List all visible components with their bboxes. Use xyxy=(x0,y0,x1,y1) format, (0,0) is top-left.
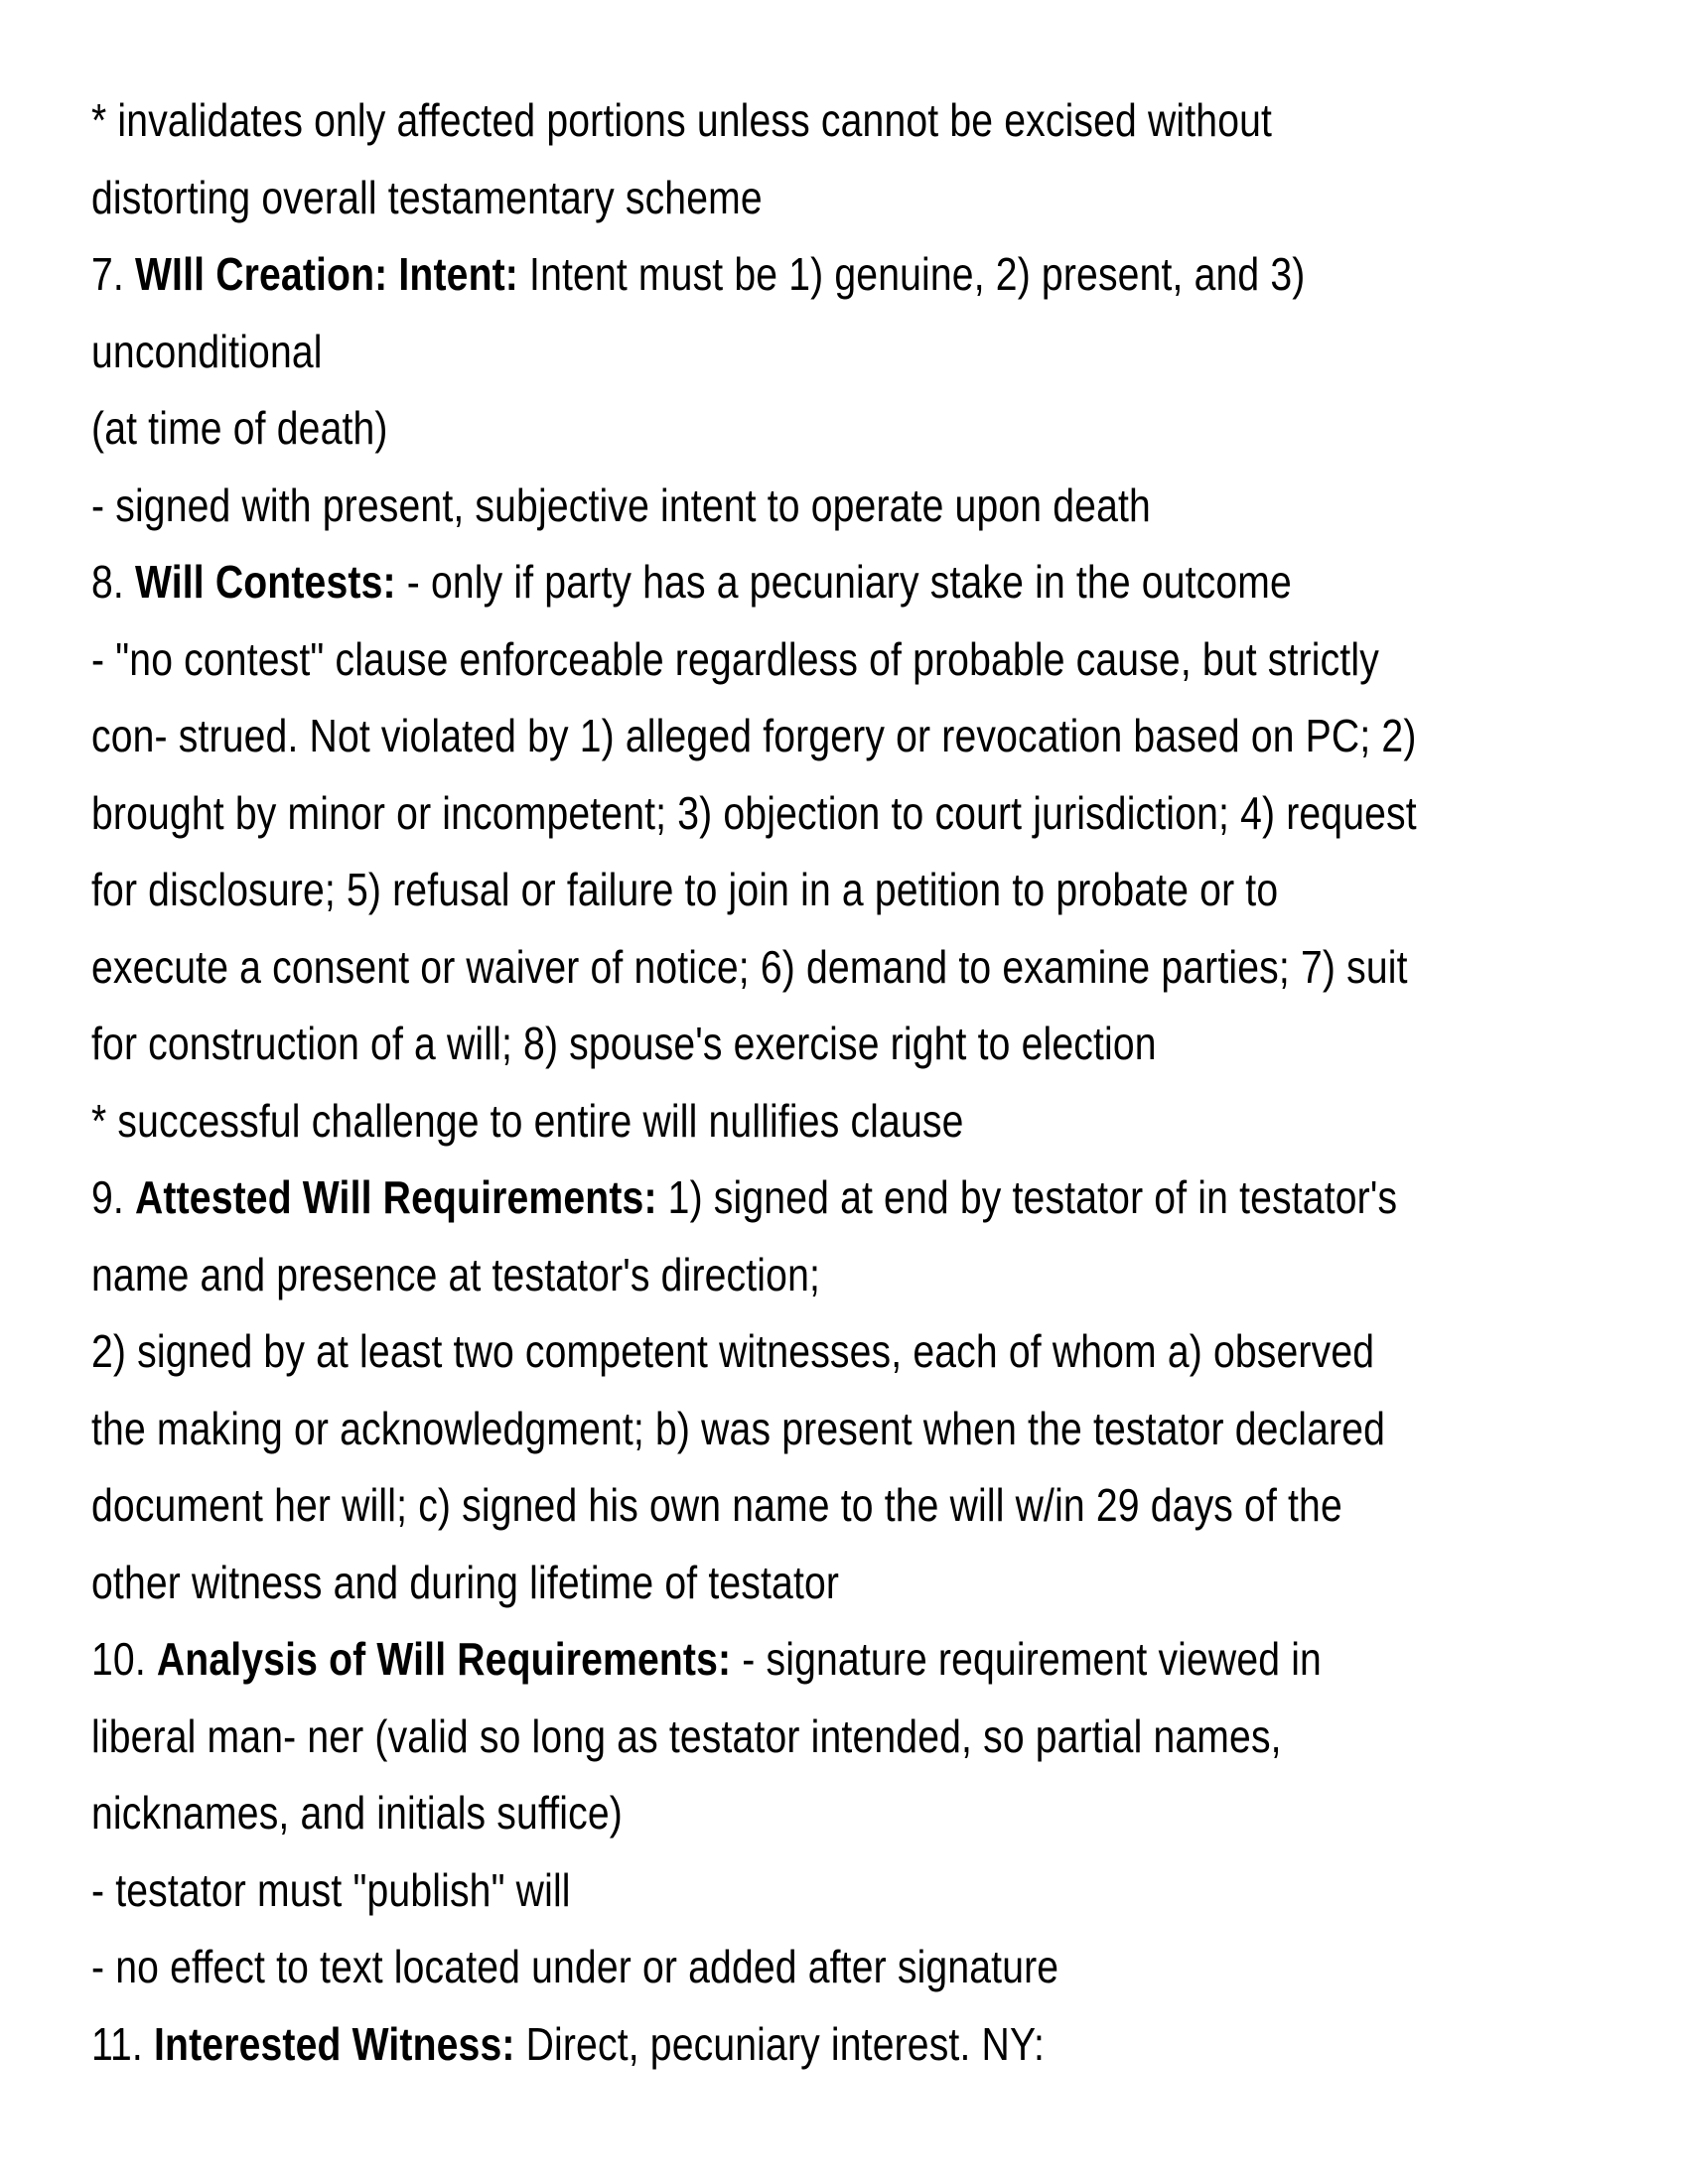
heading-segment: Interested Witness: xyxy=(154,2017,515,2070)
text-line xyxy=(91,1313,1688,1391)
text-segment: name and presence at testator's direction; xyxy=(91,1248,821,1300)
text-segment: the making or acknowledgment; b) was present when the testator declared xyxy=(91,1402,1386,1454)
text-line xyxy=(91,852,1688,929)
text-segment: liberal man- ner (valid so long as testator intended, so partial names, xyxy=(91,1709,1282,1762)
text-line xyxy=(91,1852,1688,1930)
text-segment: for construction of a will; 8) spouse's exercise right to election xyxy=(91,1018,1157,1069)
text-segment: distorting overall testamentary scheme xyxy=(91,171,763,223)
text-segment: - testator must "publish" will xyxy=(91,1863,571,1916)
text-segment: - only if party has a pecuniary stake in the outcome xyxy=(395,556,1292,608)
text-segment: 10. xyxy=(91,1633,157,1685)
heading-segment: WIll Creation: Intent: xyxy=(134,248,519,300)
text-line xyxy=(91,1391,1688,1468)
text-segment: other witness and during lifetime of testator xyxy=(91,1556,840,1608)
text-segment: brought by minor or incompetent; 3) objection to court jurisdiction; 4) request xyxy=(91,786,1417,839)
text-line xyxy=(91,1467,1688,1545)
text-segment: execute a consent or waiver of notice; 6) demand to examine parties; 7) suit xyxy=(91,940,1408,993)
text-segment: - "no contest" clause enforceable regardless of probable cause, but strictly xyxy=(91,632,1379,685)
text-line xyxy=(91,775,1688,853)
text-line xyxy=(91,1929,1688,2006)
text-line xyxy=(91,1237,1688,1314)
text-line xyxy=(91,1006,1688,1083)
text-line xyxy=(91,698,1688,775)
text-segment: unconditional xyxy=(91,325,323,377)
text-segment: 2) signed by at least two competent witnesses, each of whom a) observed xyxy=(91,1325,1375,1377)
text-segment: Intent must be 1) genuine, 2) present, and 3) xyxy=(518,248,1306,300)
text-line xyxy=(91,621,1688,699)
text-line xyxy=(91,1699,1688,1776)
text-segment: document her will; c) signed his own name to the will w/in 29 days of the xyxy=(91,1479,1342,1531)
text-line xyxy=(91,1160,1688,1237)
heading-segment: Will Contests: xyxy=(134,556,396,608)
text-segment: con- strued. Not violated by 1) alleged forgery or revocation based on PC; 2) xyxy=(91,710,1417,761)
text-line xyxy=(91,82,1688,160)
text-segment: for disclosure; 5) refusal or failure to join in a petition to probate or to xyxy=(91,864,1279,915)
text-segment: 8. xyxy=(91,556,135,608)
text-segment: - signed with present, subjective intent to operate upon death xyxy=(91,478,1151,531)
text-line xyxy=(91,314,1688,391)
text-segment: 11. xyxy=(91,2017,155,2070)
text-segment: 9. xyxy=(91,1171,135,1223)
text-segment: * invalidates only affected portions unless cannot be excised without xyxy=(91,94,1273,146)
text-line xyxy=(91,1083,1688,1160)
text-segment: Direct, pecuniary interest. NY: xyxy=(514,2017,1046,2070)
text-line xyxy=(91,468,1688,545)
text-line xyxy=(91,390,1688,468)
heading-segment: Attested Will Requirements: xyxy=(134,1171,657,1223)
text-line xyxy=(91,1621,1688,1699)
heading-segment: Analysis of Will Requirements: xyxy=(156,1633,732,1685)
text-line xyxy=(91,236,1688,314)
text-line xyxy=(91,2006,1688,2084)
text-segment: (at time of death) xyxy=(91,402,388,454)
text-segment: nicknames, and initials suffice) xyxy=(91,1787,623,1839)
text-line xyxy=(91,1545,1688,1622)
text-segment: - signature requirement viewed in xyxy=(731,1633,1322,1685)
text-line xyxy=(91,929,1688,1007)
text-segment: * successful challenge to entire will nullifies clause xyxy=(91,1094,964,1147)
text-line xyxy=(91,1775,1688,1852)
text-line xyxy=(91,544,1688,621)
text-line xyxy=(91,160,1688,237)
text-segment: 7. xyxy=(91,248,135,300)
text-segment: - no effect to text located under or added after signature xyxy=(91,1941,1059,1992)
text-block xyxy=(91,82,1688,2083)
text-segment: 1) signed at end by testator of in testator's xyxy=(656,1171,1398,1223)
